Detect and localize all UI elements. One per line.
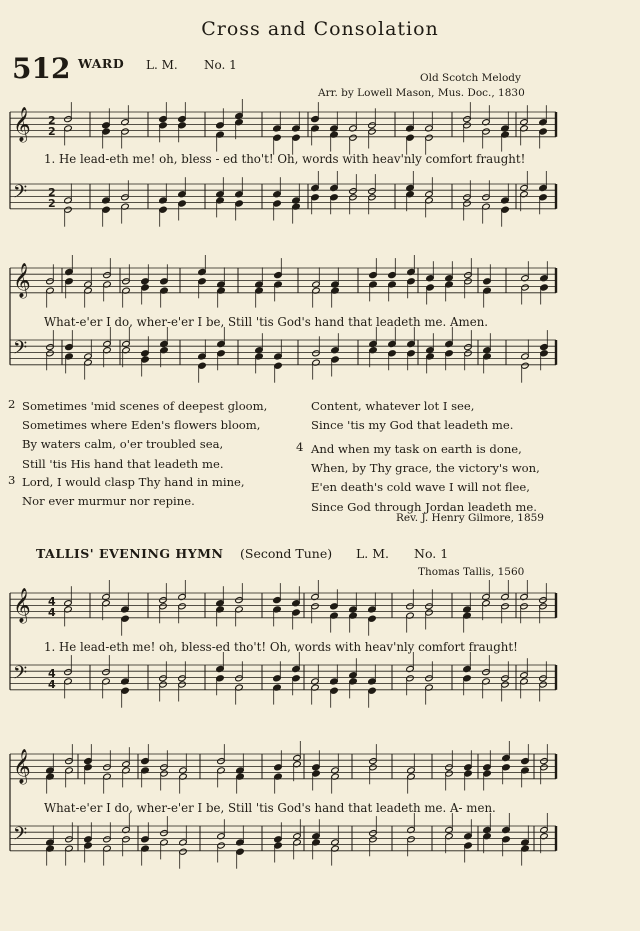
bass-clef-icon: 𝄢 <box>13 663 28 688</box>
tune-number: No. 1 <box>414 546 449 561</box>
tune-name: TALLIS' EVENING HYMN <box>36 546 224 561</box>
treble-clef-icon: 𝄞 <box>13 107 31 142</box>
time-signature: 4 <box>48 595 56 608</box>
treble-clef-icon: 𝄞 <box>13 263 31 298</box>
verse-text: And when my task on earth is done, When, by Thy grace, the victory's won, E'en death's cold wave I will not flee, Since God through Jordan leadeth me. <box>311 442 540 514</box>
bass-clef-icon: 𝄢 <box>13 824 28 849</box>
lyric-line-2: What-e'er I do, wher-e'er I be, Still 'tis God's hand that leadeth me. A- men. <box>44 801 496 815</box>
treble-clef-icon: 𝄞 <box>13 749 31 784</box>
hymn-number: 512 <box>12 52 71 85</box>
verse-text: Lord, I would clasp Thy hand in mine, Nor ever murmur nor repine. <box>22 475 245 509</box>
second-tune-label: (Second Tune) <box>240 546 333 561</box>
page-title: Cross and Consolation <box>201 18 439 40</box>
time-signature: 2 <box>48 186 56 199</box>
composer-credit: Thomas Tallis, 1560 <box>418 566 525 578</box>
verse-number: 4 <box>296 440 304 454</box>
verse-number: 2 <box>8 397 16 411</box>
time-signature: 4 <box>48 667 56 680</box>
time-signature: 4 <box>48 678 56 691</box>
time-signature: 2 <box>48 114 56 127</box>
tune-name: WARD <box>78 56 125 71</box>
meter: L. M. <box>356 546 390 561</box>
time-signature: 2 <box>48 125 56 138</box>
author-credit: Rev. J. Henry Gilmore, 1859 <box>396 512 544 524</box>
verse-number: 3 <box>8 473 16 487</box>
arranger-credit: Arr. by Lowell Mason, Mus. Doc., 1830 <box>318 87 525 99</box>
tune-number: No. 1 <box>204 58 237 72</box>
bass-clef-icon: 𝄢 <box>13 182 28 207</box>
melody-source: Old Scotch Melody <box>420 72 521 84</box>
time-signature: 2 <box>48 197 56 210</box>
time-signature: 4 <box>48 606 56 619</box>
lyric-line-1: 1. He lead-eth me! oh, bless - ed tho't! Oh, words with heav'nly comfort fraught! <box>44 152 526 166</box>
lyric-line-2: What-e'er I do, wher-e'er I be, Still 'tis God's hand that leadeth me. Amen. <box>44 315 489 329</box>
verse-text: Sometimes 'mid scenes of deepest gloom, Sometimes where Eden's flowers bloom, By waters calm, o'er troubled sea, Still 'tis His hand that leadeth me. <box>22 399 268 471</box>
bass-clef-icon: 𝄢 <box>13 338 28 363</box>
meter: L. M. <box>146 58 178 72</box>
lyric-line-1: 1. He lead-eth me! oh, bless-ed tho't! Oh, words with heav'nly comfort fraught! <box>44 640 518 654</box>
treble-clef-icon: 𝄞 <box>13 588 31 623</box>
verse-text: Content, whatever lot I see, Since 'tis my God that leadeth me. <box>311 399 514 433</box>
